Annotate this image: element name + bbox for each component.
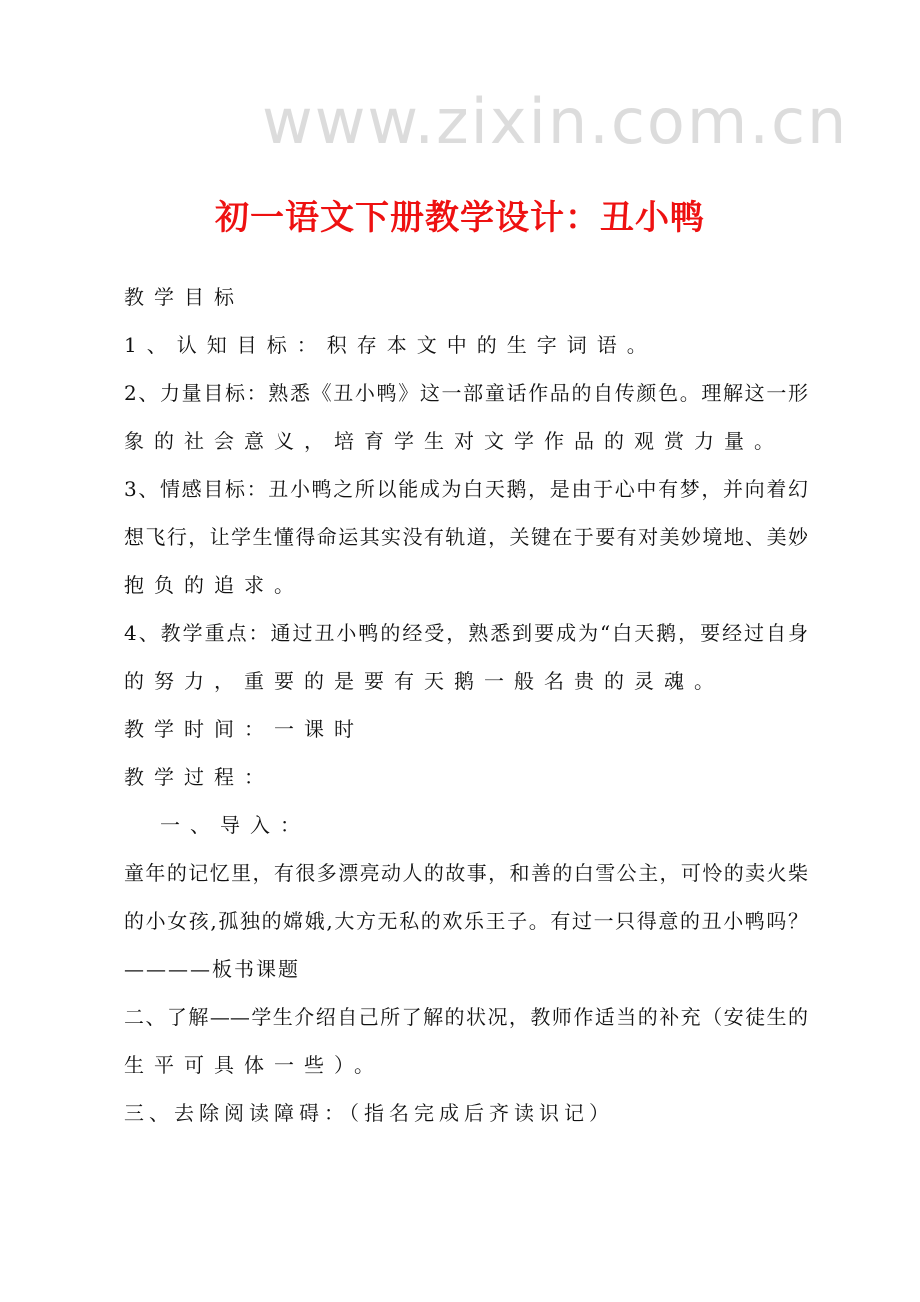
paragraph-line: 想飞行，让学生懂得命运其实没有轨道，关键在于要有对美妙境地、美妙 <box>124 525 808 549</box>
document-title: 初一语文下册教学设计：丑小鸭 <box>215 198 705 238</box>
paragraph-line: 2、力量目标：熟悉《丑小鸭》这一部童话作品的自传颜色。理解这一形 <box>124 381 808 405</box>
paragraph-line: 生平可具体一些）。 <box>124 1053 384 1077</box>
paragraph-line: 童年的记忆里，有很多漂亮动人的故事，和善的白雪公主，可怜的卖火柴 <box>124 861 808 885</box>
section-heading-process: 教学过程： <box>124 765 274 789</box>
section-heading-objectives: 教学目标 <box>124 285 244 309</box>
paragraph-line: ————板书课题 <box>124 957 300 981</box>
subsection-heading: 一、导入： <box>160 813 310 837</box>
paragraph-line: 二、了解——学生介绍自己所了解的状况，教师作适当的补充（安徒生的 <box>124 1005 808 1029</box>
paragraph-line: 3、情感目标：丑小鸭之所以能成为白天鹅，是由于心中有梦，并向着幻 <box>124 477 808 501</box>
paragraph-line: 的努力，重要的是要有天鹅一般名贵的灵魂。 <box>124 669 724 693</box>
paragraph-line: 教学时间：一课时 <box>124 717 364 741</box>
paragraph-line: 1、认知目标：积存本文中的生字词语。 <box>124 333 657 357</box>
paragraph-line: 的小女孩,孤独的嫦娥,大方无私的欢乐王子。有过一只得意的丑小鸭吗？ <box>124 909 808 933</box>
paragraph-line: 三、去除阅读障碍：（指名完成后齐读识记） <box>124 1101 614 1125</box>
paragraph-line: 4、教学重点：通过丑小鸭的经受，熟悉到要成为“白天鹅，要经过自身 <box>124 621 808 645</box>
paragraph-line: 抱负的追求。 <box>124 573 304 597</box>
watermark: www.zixin.com.cn <box>262 85 849 158</box>
paragraph-line: 象的社会意义，培育学生对文学作品的观赏力量。 <box>124 429 784 453</box>
